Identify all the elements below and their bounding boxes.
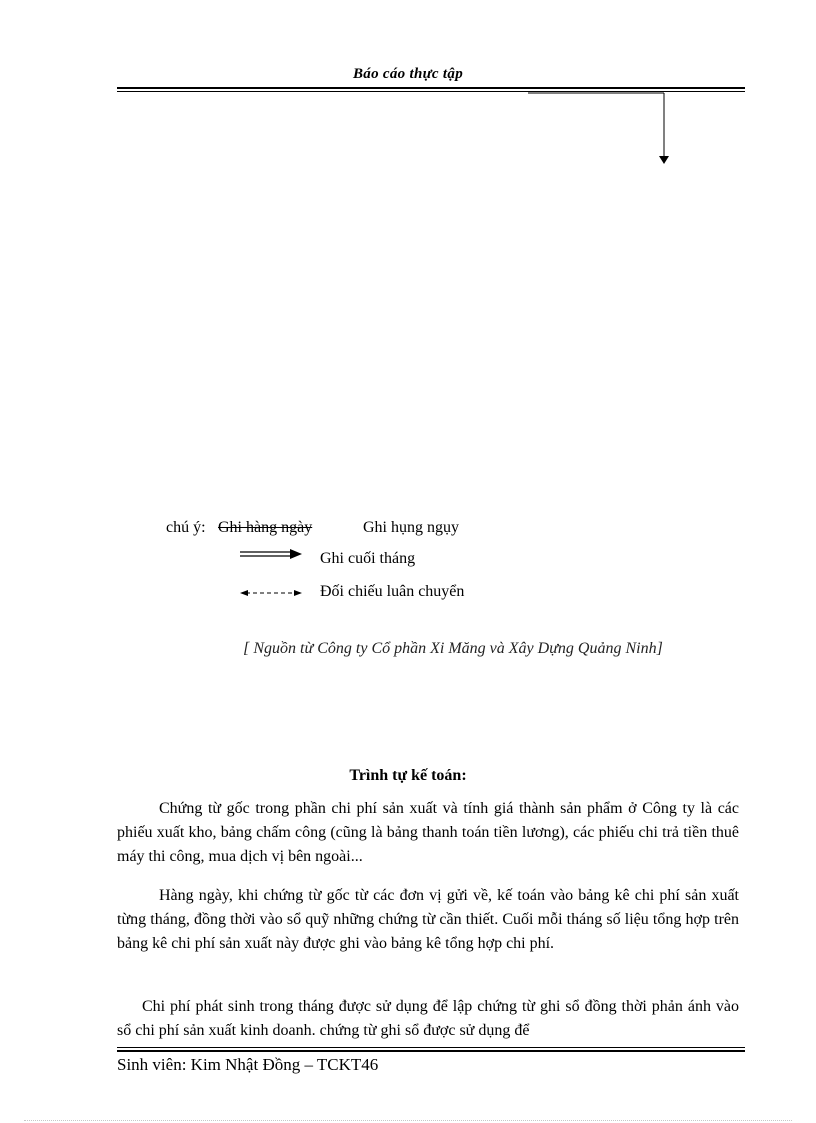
section-title: Trình tự kế toán: bbox=[349, 767, 467, 784]
connector-top-right bbox=[528, 93, 664, 157]
legend-month-end-label: Ghi cuối tháng bbox=[320, 550, 416, 567]
footer-student-info: Sinh viên: Kim Nhật Đồng – TCKT46 bbox=[117, 1055, 379, 1074]
body-paragraph-3: Chi phí phát sinh trong tháng được sử dụng để lập chứng từ ghi sổ đồng thời phản ánh vào sổ chi phí sản xuất kinh doanh. chứng từ ghi sổ được sử dụng để bbox=[117, 998, 739, 1039]
legend-dashed-arrow-icon bbox=[240, 590, 302, 596]
source-note: [ Nguồn từ Công ty Cổ phần Xi Măng và Xây Dựng Quảng Ninh] bbox=[243, 640, 663, 657]
header-rule-thick bbox=[117, 87, 745, 89]
page-bottom-dotted-border bbox=[24, 1120, 792, 1121]
footer-rule-thick bbox=[117, 1050, 745, 1052]
legend-double-arrow-icon bbox=[240, 549, 302, 559]
legend-daily-alt-label: Ghi hụng ngụy bbox=[363, 519, 459, 536]
legend-reconcile-label: Đối chiếu luân chuyển bbox=[320, 583, 465, 600]
footer-rule-thin bbox=[117, 1047, 745, 1048]
connector-arrowhead-icon bbox=[659, 156, 669, 164]
body-paragraph-1: Chứng từ gốc trong phần chi phí sản xuất và tính giá thành sản phẩm ở Công ty là các phiếu xuất kho, bảng chấm công (cũng là bảng thanh toán tiền lương), các phiếu chi trả tiền thuê máy thi công, mua dịch vị bên ngoài... bbox=[117, 800, 739, 865]
body-paragraph-2: Hàng ngày, khi chứng từ gốc từ các đơn vị gửi về, kế toán vào bảng kê chi phí sản xuất từng tháng, đồng thời vào sổ quỹ những chứng từ cần thiết. Cuối mỗi tháng số liệu tổng hợp trên bảng kê chi phí sản xuất này được ghi vào bảng kê tổng hợp chi phí. bbox=[117, 887, 739, 952]
page-header-title: Báo cáo thực tập bbox=[352, 66, 464, 82]
legend-prefix: chú ý: bbox=[166, 519, 206, 536]
legend-daily-label: Ghi hàng ngày bbox=[218, 519, 313, 536]
header-rule-thin bbox=[117, 91, 745, 92]
